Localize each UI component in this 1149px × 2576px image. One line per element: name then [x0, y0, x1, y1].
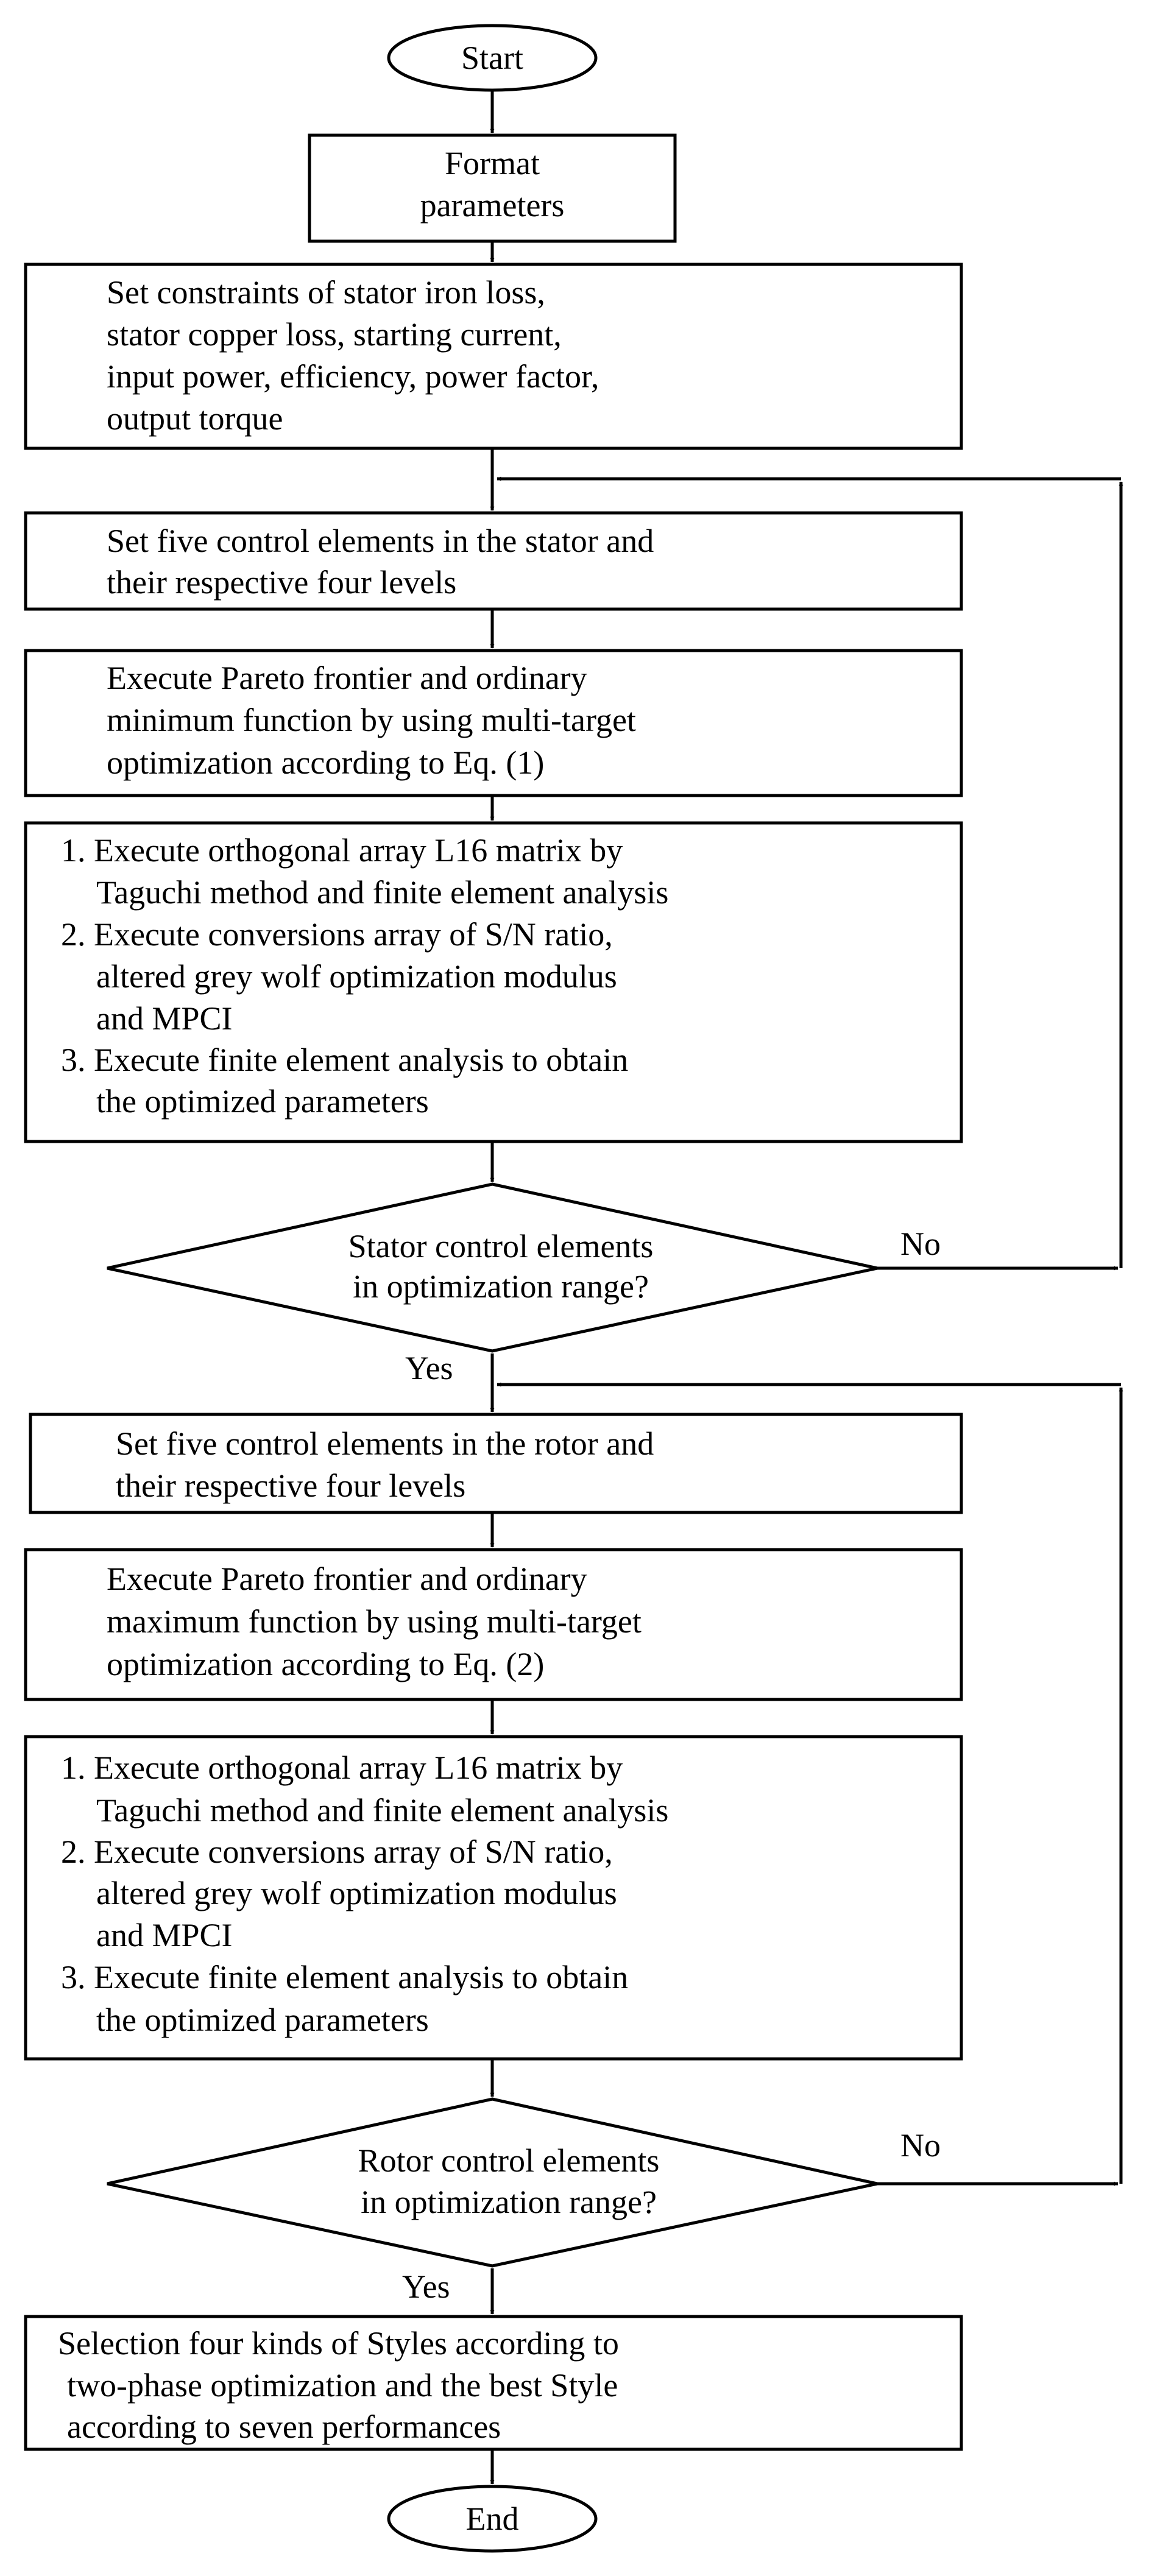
constraints-line-3: input power, efficiency, power factor, [107, 358, 599, 395]
format-line-2: parameters [420, 187, 565, 224]
stator-no-label: No [900, 1226, 941, 1262]
rotor-steps-line-5: and MPCI [96, 1917, 233, 1953]
rotor-pareto-line-1: Execute Pareto frontier and ordinary [107, 1561, 587, 1597]
format-line-1: Format [445, 145, 540, 182]
rotor-set-line-1: Set five control elements in the rotor and [116, 1425, 654, 1462]
rotor-decision-line-2: in optimization range? [361, 2184, 657, 2220]
format-parameters-box [309, 135, 675, 241]
constraints-box [26, 264, 961, 448]
rotor-steps-line-4: altered grey wolf optimization modulus [96, 1875, 617, 1911]
end-terminal [389, 2486, 596, 2551]
rotor-steps-line-2: Taguchi method and finite element analysis [96, 1792, 669, 1829]
stator-steps-line-3: 2. Execute conversions array of S/N ratio, [61, 916, 613, 953]
constraints-line-4: output torque [107, 400, 283, 437]
final-line-2: two-phase optimization and the best Style [67, 2367, 618, 2404]
rotor-steps-line-1: 1. Execute orthogonal array L16 matrix by [61, 1749, 623, 1786]
stator-steps-line-2: Taguchi method and finite element analysis [96, 874, 669, 911]
rotor-pareto-line-3: optimization according to Eq. (2) [107, 1646, 545, 1682]
rotor-yes-label: Yes [402, 2268, 450, 2305]
stator-decision-line-1: Stator control elements [348, 1228, 654, 1265]
stator-steps-line-1: 1. Execute orthogonal array L16 matrix by [61, 832, 623, 869]
rotor-steps-line-6: 3. Execute finite element analysis to obtain [61, 1959, 629, 1996]
constraints-line-1: Set constraints of stator iron loss, [107, 274, 545, 311]
rotor-steps-line-3: 2. Execute conversions array of S/N ratio, [61, 1833, 613, 1870]
stator-yes-label: Yes [405, 1350, 453, 1386]
final-selection-box [26, 2317, 961, 2449]
rotor-steps-line-7: the optimized parameters [96, 2002, 429, 2038]
final-line-3: according to seven performances [67, 2408, 501, 2445]
stator-set-line-2: their respective four levels [107, 564, 457, 601]
rotor-decision-line-1: Rotor control elements [358, 2142, 660, 2179]
rotor-no-label: No [900, 2127, 941, 2164]
stator-steps-box [26, 823, 961, 1142]
stator-pareto-line-3: optimization according to Eq. (1) [107, 744, 545, 781]
rotor-set-box [30, 1414, 961, 1512]
stator-decision-line-2: in optimization range? [353, 1268, 649, 1305]
stator-set-line-1: Set five control elements in the stator and [107, 523, 654, 559]
stator-set-box [26, 513, 961, 609]
rotor-pareto-box [26, 1550, 961, 1699]
final-line-1: Selection four kinds of Styles according to [58, 2325, 619, 2362]
rotor-set-line-2: their respective four levels [116, 1467, 466, 1504]
rotor-steps-box [26, 1737, 961, 2059]
rotor-pareto-line-2: maximum function by using multi-target [107, 1603, 642, 1640]
start-terminal [389, 26, 596, 90]
stator-pareto-line-1: Execute Pareto frontier and ordinary [107, 660, 587, 696]
stator-steps-line-4: altered grey wolf optimization modulus [96, 958, 617, 995]
stator-pareto-line-2: minimum function by using multi-target [107, 702, 636, 738]
end-label: End [465, 2500, 519, 2537]
stator-steps-line-6: 3. Execute finite element analysis to obtain [61, 1042, 629, 1078]
rotor-decision [107, 2099, 877, 2266]
stator-steps-line-5: and MPCI [96, 1000, 233, 1037]
stator-decision [107, 1184, 877, 1351]
stator-pareto-box [26, 651, 961, 796]
start-label: Start [461, 40, 523, 76]
stator-steps-line-7: the optimized parameters [96, 1083, 429, 1120]
constraints-line-2: stator copper loss, starting current, [107, 316, 562, 353]
